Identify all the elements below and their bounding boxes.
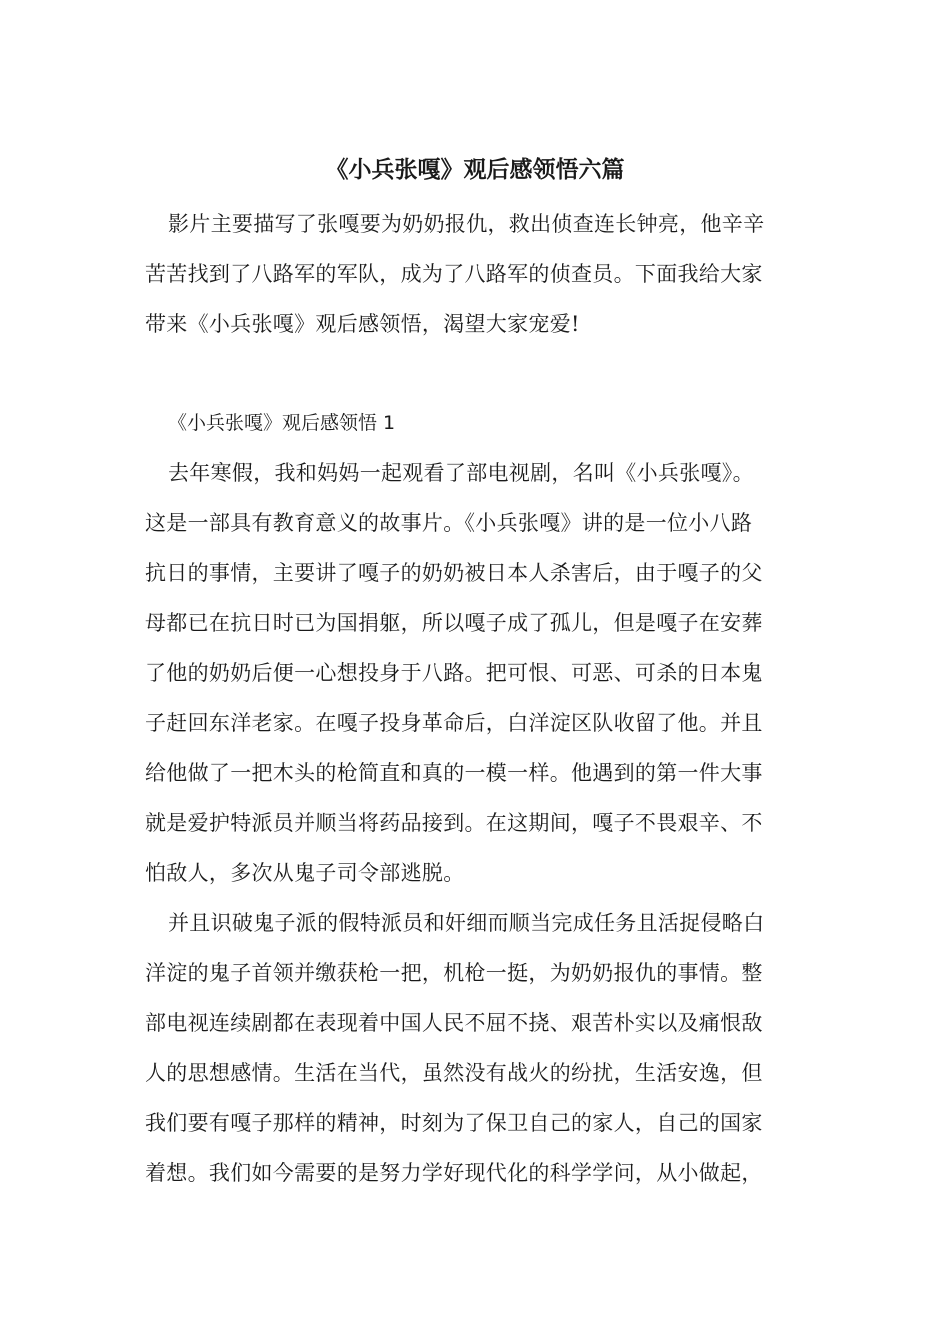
paragraph-line: 部电视连续剧都在表现着中国人民不屈不挠、艰苦朴实以及痛恨敌 <box>145 1011 763 1035</box>
paragraph-line: 并且识破鬼子派的假特派员和奸细而顺当完成任务且活捉侵略白 <box>168 911 765 935</box>
intro-paragraph <box>145 199 810 349</box>
paragraph-line: 洋淀的鬼子首领并缴获枪一把，机枪一挺，为奶奶报仇的事情。整 <box>145 961 763 985</box>
paragraph-line: 就是爱护特派员并顺当将药品接到。在这期间，嘎子不畏艰辛、不 <box>145 811 763 835</box>
paragraph-line: 我们要有嘎子那样的精神，时刻为了保卫自己的家人，自己的国家 <box>145 1111 763 1135</box>
paragraph-1 <box>145 448 810 898</box>
paragraph-line: 人的思想感情。生活在当代，虽然没有战火的纷扰，生活安逸，但 <box>145 1061 763 1085</box>
section-heading: 《小兵张嘎》观后感领悟 1 <box>168 412 396 434</box>
document-title: 《小兵张嘎》观后感领悟六篇 <box>325 157 625 183</box>
paragraph-2 <box>145 898 810 1198</box>
paragraph-line: 怕敌人，多次从鬼子司令部逃脱。 <box>145 861 465 885</box>
paragraph-line: 抗日的事情，主要讲了嘎子的奶奶被日本人杀害后，由于嘎子的父 <box>145 561 763 585</box>
paragraph-line: 去年寒假，我和妈妈一起观看了部电视剧，名叫《小兵张嘎》。 <box>168 461 754 485</box>
intro-line: 苦苦找到了八路军的军队，成为了八路军的侦查员。下面我给大家 <box>145 262 763 286</box>
paragraph-line: 母都已在抗日时已为国捐躯，所以嘎子成了孤儿，但是嘎子在安葬 <box>145 611 763 635</box>
paragraph-line: 这是一部具有教育意义的故事片。《小兵张嘎》讲的是一位小八路 <box>145 511 753 535</box>
paragraph-line: 给他做了一把木头的枪简直和真的一模一样。他遇到的第一件大事 <box>145 761 763 785</box>
intro-line: 带来《小兵张嘎》观后感领悟，渴望大家宠爱! <box>145 312 580 336</box>
paragraph-line: 着想。我们如今需要的是努力学好现代化的科学学问，从小做起， <box>145 1161 763 1185</box>
paragraph-line: 子赶回东洋老家。在嘎子投身革命后，白洋淀区队收留了他。并且 <box>145 711 763 735</box>
paragraph-line: 了他的奶奶后便一心想投身于八路。把可恨、可恶、可杀的日本鬼 <box>145 661 763 685</box>
intro-line: 影片主要描写了张嘎要为奶奶报仇，救出侦查连长钟亮，他辛辛 <box>168 212 765 236</box>
